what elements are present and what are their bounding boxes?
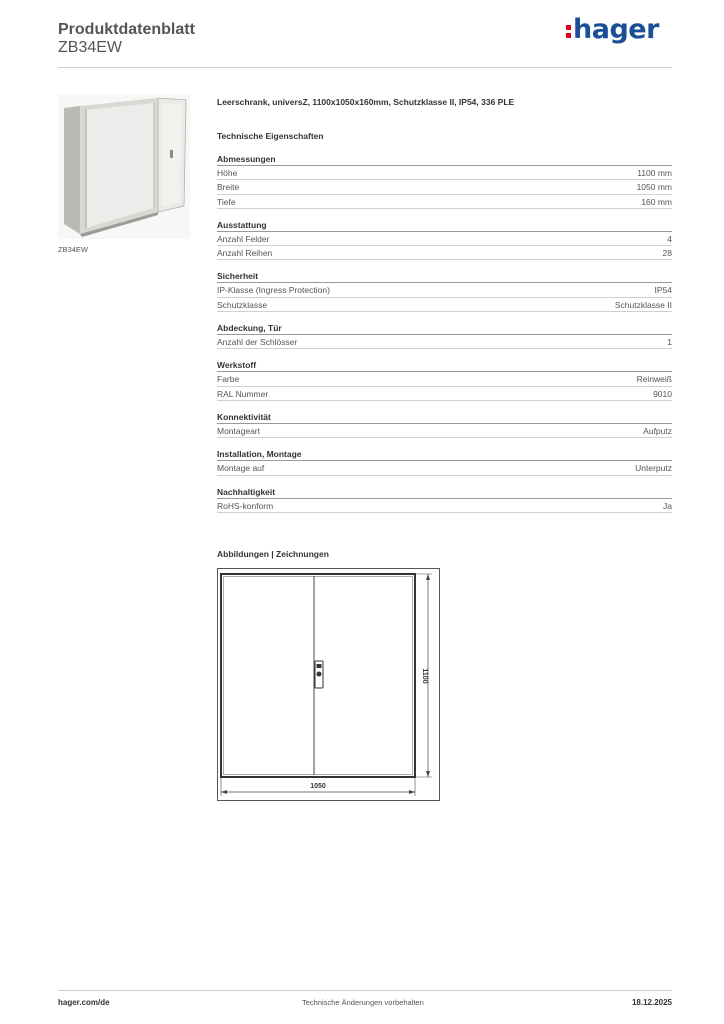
spec-section [217, 410, 672, 438]
drawings-heading: Abbildungen | Zeichnungen [217, 549, 329, 559]
spec-value: 1100 mm [637, 168, 672, 178]
spec-row [217, 335, 672, 349]
spec-section-title: Abdeckung, Tür [217, 321, 672, 335]
spec-label: Höhe [217, 168, 238, 178]
spec-section [217, 321, 672, 349]
hager-logo [566, 14, 659, 45]
spec-row [217, 246, 672, 260]
header-divider [58, 67, 672, 68]
spec-label: Anzahl Felder [217, 233, 270, 244]
spec-section-title: Werkstoff [217, 358, 672, 372]
product-photo [58, 94, 190, 239]
spec-section [217, 358, 672, 401]
spec-label: Farbe [217, 374, 240, 385]
spec-section [217, 218, 672, 261]
spec-label: Montage auf [217, 463, 265, 474]
spec-row [217, 166, 672, 180]
spec-section-title: Nachhaltigkeit [217, 485, 672, 499]
spec-label: Anzahl Reihen [217, 248, 273, 259]
spec-row [217, 461, 672, 475]
spec-section [217, 447, 672, 475]
footer-date: 18.12.2025 [631, 998, 672, 1007]
spec-value: 4 [667, 233, 672, 244]
spec-section [217, 269, 672, 312]
spec-value: 28 [662, 248, 672, 259]
spec-section-title: Konnektivität [217, 410, 672, 424]
cabinet-photo-icon [58, 94, 190, 239]
spec-label: Montageart [217, 425, 260, 436]
spec-value: IP54 [654, 285, 672, 296]
spec-value: 160 mm [641, 196, 672, 207]
photo-caption: ZB34EW [58, 245, 89, 254]
spec-label: Schutzklasse [217, 299, 268, 310]
footer-website[interactable]: hager.com/de [58, 998, 110, 1007]
spec-row [217, 372, 672, 386]
logo-dots-icon [566, 23, 571, 39]
spec-value: Unterputz [635, 463, 672, 474]
spec-row [217, 283, 672, 297]
spec-table [217, 152, 672, 522]
height-label: 1100 [421, 668, 428, 684]
product-description: Leerschrank, universZ, 1100x1050x160mm, Schutzklasse II, IP54, 336 PLE [217, 97, 515, 107]
spec-value: 1 [667, 337, 672, 348]
spec-label: RAL Nummer [217, 388, 269, 399]
footer-disclaimer: Technische Änderungen vorbehalten [302, 998, 424, 1007]
spec-value: Schutzklasse II [614, 299, 672, 310]
spec-label: Anzahl der Schlösser [217, 337, 298, 348]
spec-section-title: Abmessungen [217, 152, 672, 166]
spec-row [217, 424, 672, 438]
spec-value: 9010 [653, 388, 672, 399]
spec-section-title: Installation, Montage [217, 447, 672, 461]
spec-value: 1050 mm [636, 182, 672, 193]
spec-row [217, 232, 672, 246]
spec-section [217, 485, 672, 513]
spec-label: Tiefe [217, 196, 236, 207]
doc-title: Produktdatenblatt [58, 21, 195, 38]
footer-divider [58, 990, 672, 991]
spec-label: Breite [217, 182, 240, 193]
spec-value: Reinweiß [636, 374, 672, 385]
spec-value: Ja [663, 500, 672, 511]
width-label: 1050 [310, 783, 326, 790]
spec-label: RoHS-konform [217, 500, 274, 511]
tech-properties-heading: Technische Eigenschaften [217, 131, 324, 141]
spec-section [217, 152, 672, 209]
spec-value: Aufputz [643, 425, 672, 436]
product-code: ZB34EW [58, 39, 123, 56]
spec-row [217, 195, 672, 209]
spec-row [217, 387, 672, 401]
spec-label: IP-Klasse (Ingress Protection) [217, 285, 330, 296]
spec-row [217, 298, 672, 312]
spec-row [217, 180, 672, 194]
spec-section-title: Ausstattung [217, 218, 672, 232]
spec-row [217, 499, 672, 513]
spec-section-title: Sicherheit [217, 269, 672, 283]
lock-icon [315, 661, 323, 688]
technical-drawing [217, 568, 440, 801]
logo-text: hager [573, 14, 659, 45]
